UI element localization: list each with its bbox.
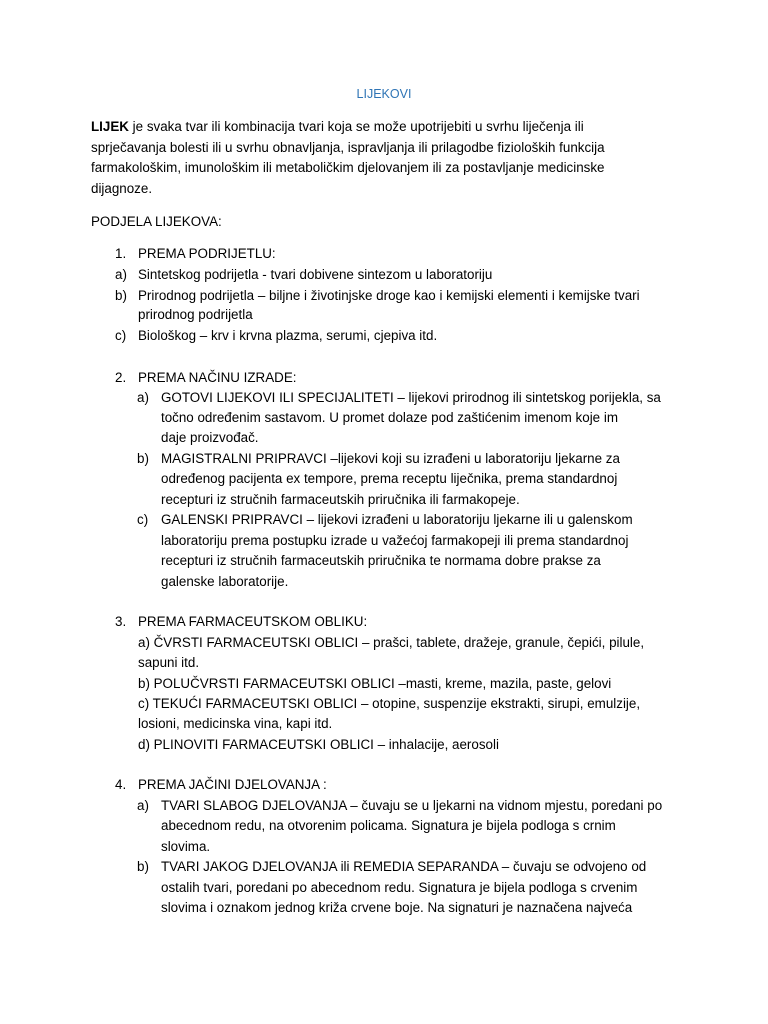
list-marker: a): [115, 267, 127, 282]
list-item: b) POLUČVRSTI FARMACEUTSKI OBLICI –masti, kreme, mazila, paste, gelovi: [138, 676, 612, 691]
section-3-number: 3.: [115, 614, 127, 629]
list-item-continuation: određenog pacijenta ex tempore, prema receptu liječnika, prema standardnoj: [161, 471, 618, 486]
list-marker: a): [137, 390, 149, 405]
list-marker: c): [115, 328, 127, 343]
section-1-heading: PREMA PODRIJETLU:: [138, 246, 276, 261]
list-item: MAGISTRALNI PRIPRAVCI –lijekovi koji su izrađeni u laboratoriju ljekarne za: [161, 451, 620, 466]
list-item-continuation: laboratoriju prema postupku izrade u važećoj farmakopeji ili prema standardnoj: [161, 533, 629, 548]
section-4-heading: PREMA JAČINI DJELOVANJA :: [138, 777, 327, 792]
list-item-continuation: recepturi iz stručnih farmaceutskih priručnika ili farmakopeje.: [161, 492, 520, 507]
definition-term: LIJEK: [91, 119, 129, 134]
section-4-number: 4.: [115, 777, 127, 792]
list-marker: c): [137, 512, 149, 527]
list-item-continuation: slovima.: [161, 839, 211, 854]
list-item-continuation: slovima i oznakom jednog križa crvene boje. Na signaturi je naznačena najveća: [161, 900, 633, 915]
definition-line-2: sprječavanja bolesti ili u svrhu obnavljanja, ispravljanja ili prilagodbe fizioloških funkcija: [91, 140, 605, 155]
list-item-continuation: točno određenim sastavom. U promet dolaze pod zaštićenim imenom koje im: [161, 410, 618, 425]
list-item: TVARI JAKOG DJELOVANJA ili REMEDIA SEPARANDA – čuvaju se odvojeno od: [161, 859, 647, 874]
definition-text: je svaka tvar ili kombinacija tvari koja se može upotrijebiti u svrhu liječenja ili: [128, 119, 584, 134]
list-item: a) ČVRSTI FARMACEUTSKI OBLICI – prašci, tablete, dražeje, granule, čepići, pilule,: [138, 635, 645, 650]
list-item-continuation: recepturi iz stručnih farmaceutskih priručnika te normama dobre prakse za: [161, 553, 601, 568]
document-title: LIJEKOVI: [356, 87, 412, 101]
list-item-continuation: losioni, medicinska vina, kapi itd.: [138, 716, 333, 731]
list-item-continuation: abecednom redu, na otvorenim policama. Signatura je bijela podloga s crnim: [161, 818, 616, 833]
list-item-continuation: sapuni itd.: [138, 655, 200, 670]
list-marker: a): [137, 798, 149, 813]
list-marker: b): [137, 451, 149, 466]
list-item: Sintetskog podrijetla - tvari dobivene sintezom u laboratoriju: [138, 267, 493, 282]
list-item: c) TEKUĆI FARMACEUTSKI OBLICI – otopine, suspenzije ekstrakti, sirupi, emulzije,: [138, 696, 641, 711]
list-marker: b): [137, 859, 149, 874]
section-2-number: 2.: [115, 370, 127, 385]
list-item-continuation: daje proizvođač.: [161, 430, 259, 445]
list-item-continuation: prirodnog podrijetla: [138, 307, 253, 322]
definition-line-1: [91, 117, 584, 137]
list-item: TVARI SLABOG DJELOVANJA – čuvaju se u ljekarni na vidnom mjestu, poredani po: [161, 798, 663, 813]
list-item: GOTOVI LIJEKOVI ILI SPECIJALITETI – lijekovi prirodnog ili sintetskog porijekla, sa: [161, 390, 661, 405]
definition-line-3: farmakološkim, imunološkim ili metaboličkim djelovanjem ili za postavljanje medicinske: [91, 160, 605, 175]
definition-line-4: dijagnoze.: [91, 181, 153, 196]
list-item: d) PLINOVITI FARMACEUTSKI OBLICI – inhalacije, aerosoli: [138, 737, 499, 752]
section-1-number: 1.: [115, 246, 127, 261]
section-3-heading: PREMA FARMACEUTSKOM OBLIKU:: [138, 614, 368, 629]
list-item: Biološkog – krv i krvna plazma, serumi, cjepiva itd.: [138, 328, 438, 343]
list-marker: b): [115, 288, 127, 303]
list-item-continuation: galenske laboratorije.: [161, 574, 289, 589]
list-item: Prirodnog podrijetla – biljne i životinjske droge kao i kemijski elementi i kemijske tvari: [138, 288, 640, 303]
list-item: GALENSKI PRIPRAVCI – lijekovi izrađeni u laboratoriju ljekarne ili u galenskom: [161, 512, 633, 527]
list-item-continuation: ostalih tvari, poredani po abecednom redu. Signatura je bijela podloga s crvenim: [161, 880, 638, 895]
division-heading: PODJELA LIJEKOVA:: [91, 214, 222, 229]
section-2-heading: PREMA NAČINU IZRADE:: [138, 370, 297, 385]
